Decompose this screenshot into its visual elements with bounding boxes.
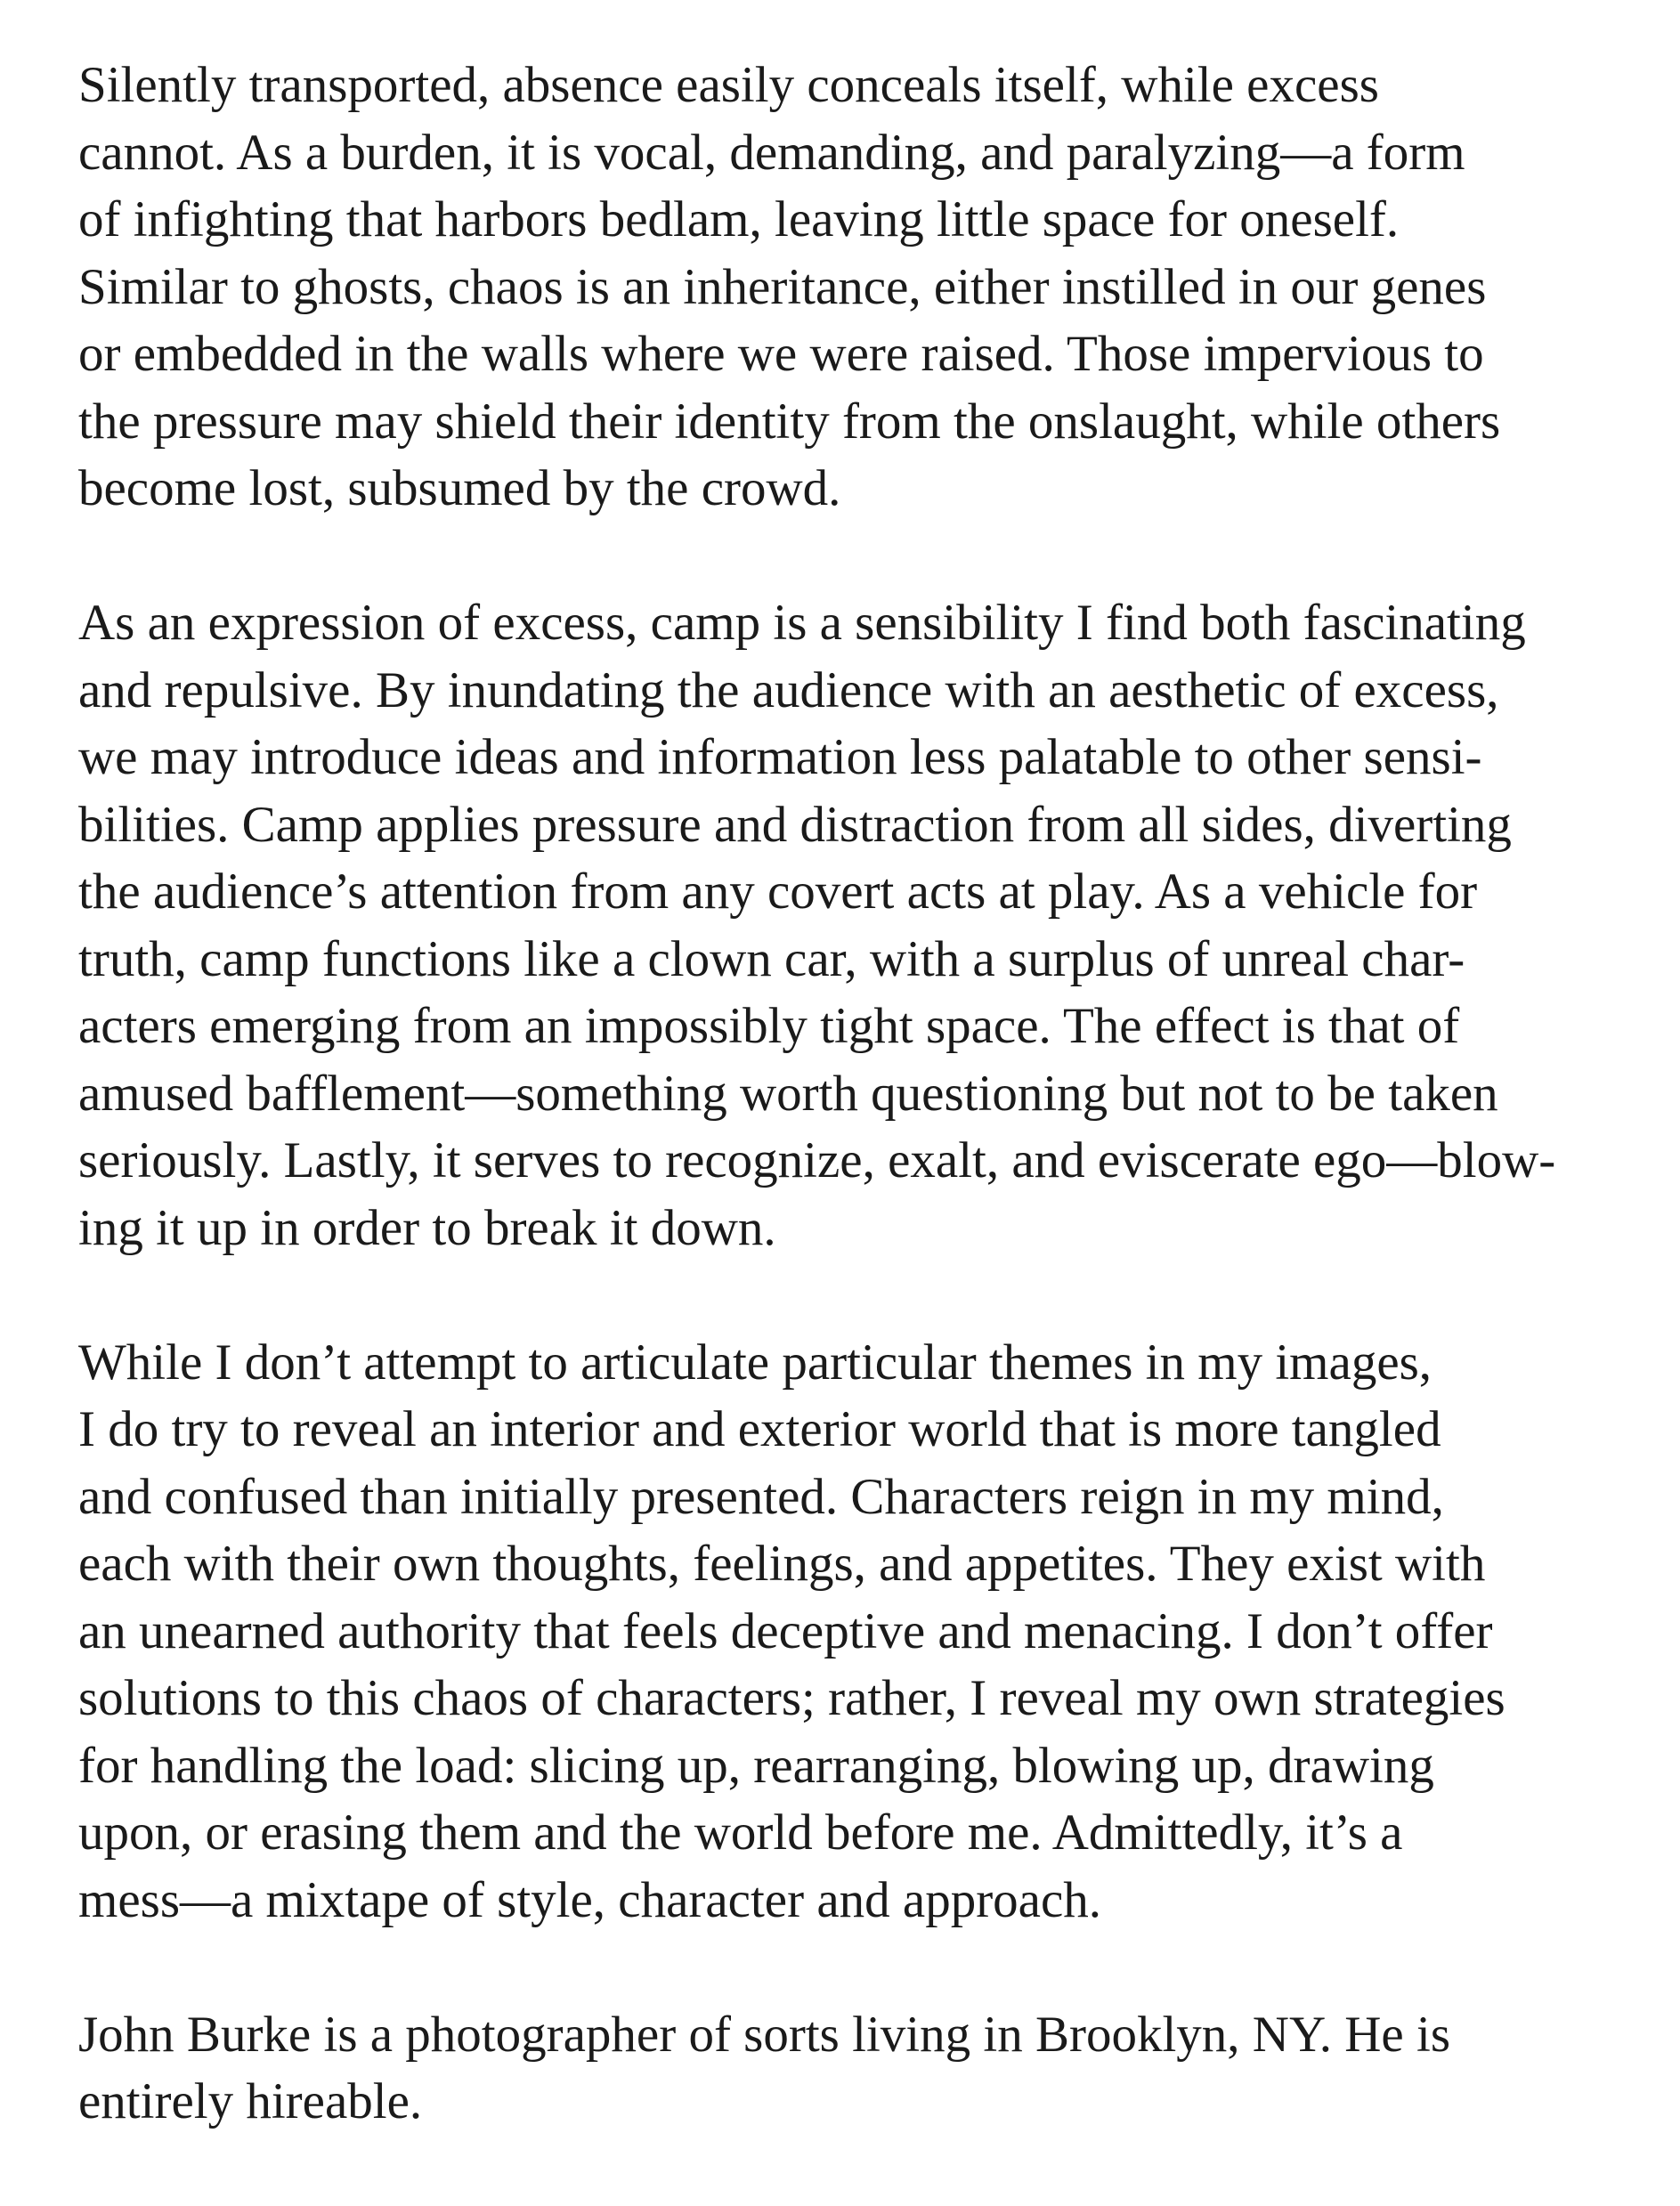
text-line: bilities. Camp applies pressure and distraction from all sides, diverting [78,796,1512,853]
text-line: truth, camp functions like a clown car, with a surplus of unreal char- [78,930,1465,987]
document-body [78,52,1645,2202]
text-line: the pressure may shield their identity from the onslaught, while others [78,393,1501,450]
paragraph-excess-intro [78,52,1645,523]
text-line: seriously. Lastly, it serves to recognize, exalt, and eviscerate ego—blow- [78,1132,1556,1188]
paragraph-author-bio [78,2001,1645,2136]
text-line: we may introduce ideas and information less palatable to other sensi- [78,729,1482,785]
text-line: ing it up in order to break it down. [78,1199,776,1256]
text-line: for handling the load: slicing up, rearranging, blowing up, drawing [78,1737,1434,1794]
paragraph-characters [78,1329,1645,1934]
paragraph-camp [78,589,1645,1261]
text-line: John Burke is a photographer of sorts living in Brooklyn, NY. He is [78,2006,1451,2063]
text-line: acters emerging from an impossibly tight space. The effect is that of [78,998,1460,1054]
text-line: become lost, subsumed by the crowd. [78,460,841,516]
text-line: or embedded in the walls where we were raised. Those impervious to [78,326,1484,382]
text-line: mess—a mixtape of style, character and approach. [78,1871,1102,1928]
text-line: Silently transported, absence easily conceals itself, while excess [78,57,1379,113]
text-line: Similar to ghosts, chaos is an inheritance, either instilled in our genes [78,258,1487,315]
text-line: entirely hireable. [78,2073,423,2129]
text-line: cannot. As a burden, it is vocal, demanding, and paralyzing—a form [78,124,1465,181]
text-line: As an expression of excess, camp is a sensibility I find both fascinating [78,595,1526,651]
text-line: of infighting that harbors bedlam, leaving little space for oneself. [78,191,1400,247]
text-line: the audience’s attention from any covert acts at play. As a vehicle for [78,864,1478,920]
text-line: I do try to reveal an interior and exterior world that is more tangled [78,1401,1441,1457]
text-line: and confused than initially presented. Characters reign in my mind, [78,1468,1444,1525]
text-line: amused bafflement—something worth questioning but not to be taken [78,1065,1498,1122]
text-line: an unearned authority that feels deceptive and menacing. I don’t offer [78,1602,1493,1659]
text-line: each with their own thoughts, feelings, and appetites. They exist with [78,1536,1486,1592]
text-line: and repulsive. By inundating the audience with an aesthetic of excess, [78,661,1499,718]
text-line: solutions to this chaos of characters; rather, I reveal my own strategies [78,1670,1506,1726]
text-line: upon, or erasing them and the world before me. Admittedly, it’s a [78,1805,1403,1861]
text-line: While I don’t attempt to articulate particular themes in my images, [78,1334,1432,1391]
